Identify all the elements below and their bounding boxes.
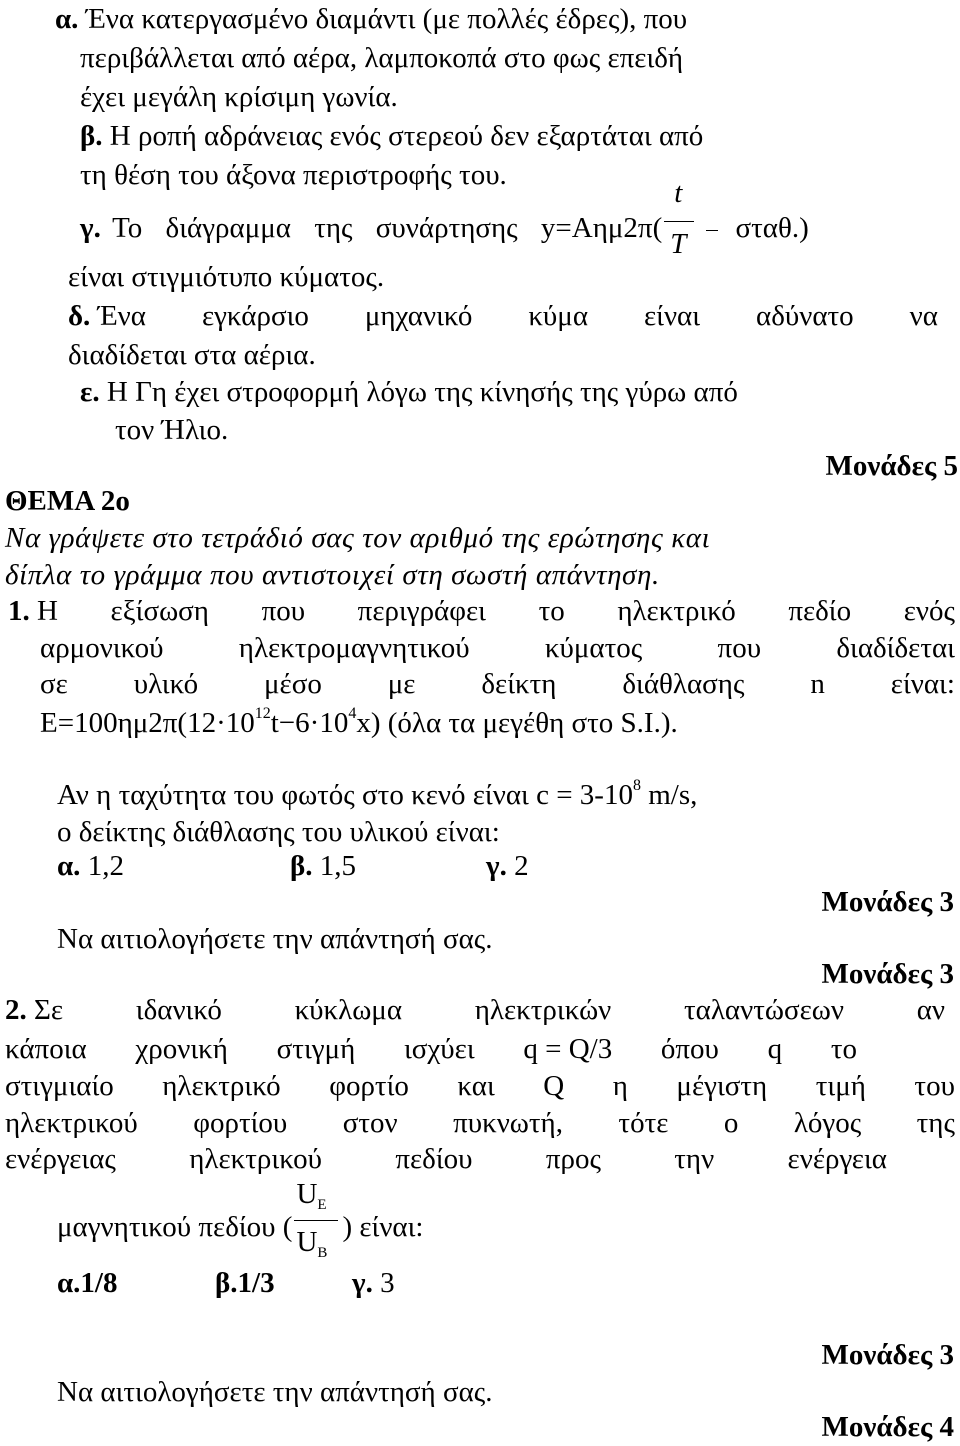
theme2-instructions-2: δίπλα το γράμμα που αντιστοιχεί στη σωστή απάντηση.	[5, 559, 660, 591]
option-value: 3	[380, 1267, 395, 1299]
q1-word: μέσο	[263, 668, 322, 700]
ratio-denominator	[296, 1225, 327, 1264]
item-a-line2: περιβάλλεται από αέρα, λαμποκοπά στο φως επειδή	[80, 42, 684, 74]
q2-word: το	[830, 1033, 857, 1065]
q1-points-1: Μονάδες 3	[821, 886, 954, 918]
q2-word: στιγμιαίο	[5, 1070, 114, 1102]
fraction-bar	[294, 1220, 338, 1221]
q2-word: λόγος	[793, 1107, 862, 1139]
q1-word: υλικό	[133, 668, 199, 700]
q2-word: ηλεκτρικού	[189, 1143, 323, 1175]
q2-word: ο	[723, 1107, 739, 1139]
theme2-instructions-1: Να γράψετε στο τετράδιό σας τον αριθμό της ερώτησης και	[5, 522, 711, 554]
q2-word: Q	[543, 1070, 565, 1102]
option-label: β.	[290, 850, 313, 882]
item-b-text1: Η ροπή αδράνειας ενός στερεού δεν εξαρτάται από	[109, 120, 704, 152]
q2-word: κάποια	[5, 1033, 87, 1065]
q1-equation	[40, 706, 678, 745]
item-a-text1: Ένα κατεργασμένο διαμάντι (με πολλές έδρες), που	[85, 3, 688, 35]
q2-ratio-line	[57, 1178, 424, 1261]
q1-line2	[40, 631, 955, 665]
q1-word: περιγράφει	[357, 595, 486, 627]
q1-word: αρμονικού	[40, 632, 164, 664]
item-e-text1: Η Γη έχει στροφορμή λόγω της κίνησής της γύρω από	[106, 376, 738, 408]
ub-symbol: U	[296, 1226, 318, 1258]
item-a-label: α.	[55, 3, 79, 35]
item-d-word: εγκάρσιο	[201, 300, 309, 332]
q1-word: ενός	[903, 595, 955, 627]
q1-speed-line	[57, 778, 697, 817]
q2-word: Σε	[34, 994, 64, 1026]
q2-word: την	[674, 1143, 715, 1175]
item-c-line1	[80, 177, 950, 260]
q2-word: όπου	[660, 1033, 719, 1065]
q2-word: τότε	[618, 1107, 669, 1139]
option-label: γ.	[352, 1267, 373, 1299]
item-b-label: β.	[80, 120, 103, 152]
ratio-fraction	[292, 1178, 342, 1261]
item-b-line1	[80, 119, 703, 153]
q2-word: τιμή	[815, 1070, 866, 1102]
q2-word: ηλεκτρικού	[5, 1107, 138, 1139]
q1-word: n	[810, 668, 825, 700]
item-c-label: γ.	[80, 212, 101, 244]
q1-word: που	[717, 632, 762, 664]
q2-number: 2.	[5, 994, 27, 1026]
ue-symbol: U	[296, 1178, 318, 1210]
q2-word: ταλαντώσεων	[684, 994, 844, 1026]
q2-word: ιδανικό	[135, 994, 222, 1026]
item-c-line2: είναι στιγμιότυπο κύματος.	[68, 261, 385, 293]
q1-word: πεδίο	[788, 595, 852, 627]
q1-word: διαδίδεται	[836, 632, 955, 664]
equation-part: Ε=100ημ2π(12·10	[40, 707, 255, 739]
option-value: 1,5	[319, 850, 357, 882]
item-a-line3: έχει μεγάλη κρίσιμη γωνία.	[80, 81, 398, 113]
item-d-line2: διαδίδεται στα αέρια.	[68, 339, 316, 371]
q2-word: φορτίου	[193, 1107, 288, 1139]
q2-word: ενέργεια	[787, 1143, 887, 1175]
q1-word: δείκτη	[481, 668, 557, 700]
ub-subscript: B	[317, 1245, 328, 1261]
q1-justify: Να αιτιολογήσετε την απάντησή σας.	[57, 923, 493, 955]
q2-word: ενέργειας	[5, 1143, 116, 1175]
q2-word: q	[767, 1033, 783, 1065]
q2-word: ηλεκτρικό	[162, 1070, 281, 1102]
q1-word: ηλεκτρικό	[617, 595, 736, 627]
item-d-line1	[68, 299, 938, 333]
q1-line3	[40, 667, 955, 701]
item-d-word: μηχανικό	[364, 300, 473, 332]
q2-word: ηλεκτρικών	[474, 994, 612, 1026]
q2-word: πεδίου	[395, 1143, 473, 1175]
option-label: α.	[57, 850, 81, 882]
q2-option-b: β.1/3	[215, 1267, 275, 1299]
item-c-word: συνάρτησης	[375, 212, 518, 244]
item-d-word: Ένα	[97, 300, 146, 332]
item-e-line2: τον Ήλιο.	[115, 414, 229, 446]
equation-exponent: 4	[348, 705, 357, 722]
fraction-bar	[664, 221, 694, 222]
option-value: 1,2	[87, 850, 124, 882]
q1-word: διάθλασης	[622, 668, 745, 700]
item-c-function: y=Αημ2π(	[540, 212, 663, 244]
ue-subscript: E	[317, 1197, 327, 1213]
item-c-word: της	[314, 212, 353, 244]
q1-word: κύματος	[544, 632, 643, 664]
item-d-word: είναι	[643, 300, 701, 332]
minus-sign	[706, 230, 718, 231]
q2-word: αν	[916, 994, 945, 1026]
q1-options	[57, 849, 124, 883]
ratio-numerator	[296, 1177, 326, 1216]
q2-option-a: α.1/8	[57, 1267, 118, 1299]
q1-word: με	[387, 668, 416, 700]
item-d-word: αδύνατο	[756, 300, 854, 332]
item-c-word: διάγραμμα	[165, 212, 291, 244]
q2-word: του	[914, 1070, 955, 1102]
item-c-tail: σταθ.)	[735, 212, 809, 244]
q1-word: ηλεκτρομαγνητικού	[238, 632, 470, 664]
ratio-text: μαγνητικού πεδίου (	[57, 1211, 293, 1243]
item-c-word: Το	[112, 212, 143, 244]
q2-word: μέγιστη	[676, 1070, 768, 1102]
q2-line3	[5, 1069, 955, 1103]
item-c-numerator: t	[674, 177, 683, 209]
theme2-title: ΘΕΜΑ 2ο	[5, 485, 130, 517]
q2-line4	[5, 1106, 955, 1140]
q2-word: q = Q/3	[523, 1033, 613, 1065]
q2-word: της	[916, 1107, 955, 1139]
option-label: γ.	[486, 850, 507, 882]
q1-word: το	[538, 595, 565, 627]
q2-line2	[5, 1032, 857, 1066]
q2-word: ισχύει	[403, 1033, 475, 1065]
equation-part: t−6·10	[270, 707, 349, 739]
speed-unit: m/s,	[640, 779, 698, 811]
q2-points-1: Μονάδες 3	[821, 1339, 954, 1371]
q1-number: 1.	[8, 595, 30, 627]
option-value: 2	[514, 850, 529, 882]
q2-word: πυκνωτή,	[453, 1107, 563, 1139]
ratio-text-end: ) είναι:	[342, 1211, 424, 1243]
q1-word: σε	[40, 668, 68, 700]
q1-word: Η	[37, 595, 58, 627]
speed-text: Αν η ταχύτητα του φωτός στο κενό είναι c = 3-10	[57, 779, 633, 811]
q2-word: η	[612, 1070, 628, 1102]
q2-line5	[5, 1142, 887, 1176]
item-b-line2: τη θέση του άξονα περιστροφής του.	[80, 159, 507, 191]
item-e-label: ε.	[80, 376, 100, 408]
q2-word: προς	[545, 1143, 601, 1175]
item-a-line1	[55, 2, 687, 36]
item-e-line1	[80, 375, 738, 409]
item-c-denominator: T	[670, 228, 687, 260]
q1-points-2: Μονάδες 3	[821, 958, 954, 990]
equation-part: x) (όλα τα μεγέθη στο S.I.).	[356, 707, 678, 739]
q1-option-b	[290, 849, 356, 883]
q1-word: που	[261, 595, 306, 627]
item-d-word: κύμα	[528, 300, 589, 332]
q1-word: εξίσωση	[110, 595, 209, 627]
q2-word: κύκλωμα	[294, 994, 403, 1026]
q2-word: στιγμή	[276, 1033, 356, 1065]
q2-word: χρονική	[135, 1033, 228, 1065]
q2-word: στον	[342, 1107, 398, 1139]
q2-justify: Να αιτιολογήσετε την απάντησή σας.	[57, 1376, 493, 1408]
item-d-label: δ.	[68, 300, 91, 332]
equation-exponent: 12	[254, 705, 271, 722]
q1-option-a	[57, 850, 124, 882]
q2-option-c	[352, 1266, 395, 1300]
q2-word: και	[457, 1070, 495, 1102]
q2-points-2: Μονάδες 4	[821, 1411, 954, 1443]
q2-word: φορτίο	[329, 1070, 409, 1102]
q1-word: είναι:	[890, 668, 955, 700]
item-d-word: να	[909, 300, 938, 332]
q1-speed-line2: ο δείκτης διάθλασης του υλικού είναι:	[57, 816, 500, 848]
item-c-fraction	[662, 177, 696, 260]
q1-line1	[8, 594, 955, 628]
q1-option-c	[486, 849, 529, 883]
theme1-points: Μονάδες 5	[825, 450, 958, 482]
q2-line1	[5, 993, 945, 1027]
speed-exponent: 8	[632, 777, 641, 794]
